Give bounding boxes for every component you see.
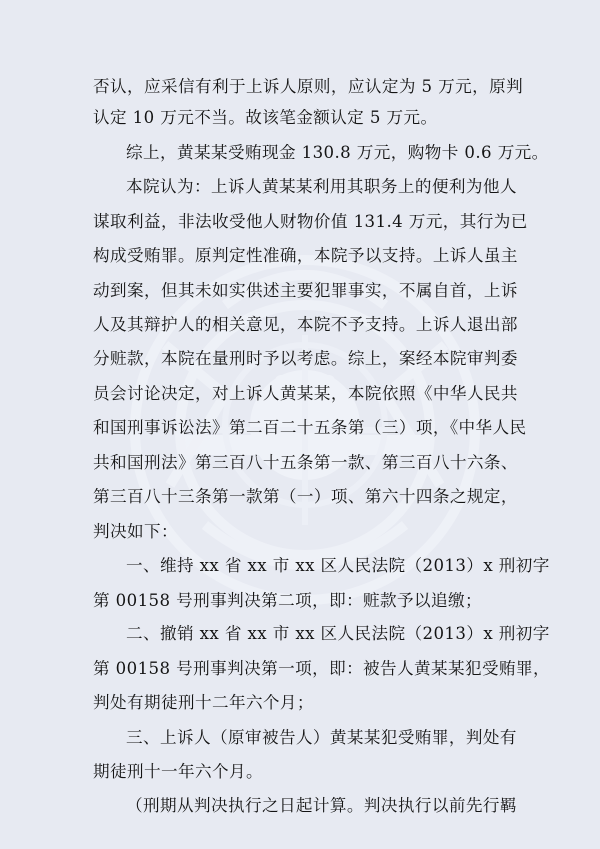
text-line: 和国刑事诉讼法》第二百二十五条第（三）项，《中华人民 (93, 418, 527, 437)
text-line: 二、撤销 xx 省 xx 市 xx 区人民法院（2013）x 刑初字 (126, 624, 550, 643)
text-line: 人及其辩护人的相关意见，本院不予支持。上诉人退出部 (93, 315, 518, 334)
text-line: 认定 10 万元不当。故该笔金额认定 5 万元。 (93, 108, 438, 127)
text-line: 共和国刑法》第三百八十五条第一款、第三百八十六条、 (93, 453, 518, 472)
text-line: 判决如下： (93, 522, 178, 541)
text-line: 一、维持 xx 省 xx 市 xx 区人民法院（2013）x 刑初字 (126, 556, 550, 575)
text-line: 第 00158 号刑事判决第一项，即：被告人黄某某犯受贿罪， (93, 659, 550, 678)
text-line: 期徒刑十一年六个月。 (93, 762, 263, 781)
text-line: 判处有期徒刑十二年六个月； (93, 693, 314, 712)
text-line: 分赃款，本院在量刑时予以考虑。综上，案经本院审判委 (93, 349, 518, 368)
text-line: （刑期从判决执行之日起计算。判决执行以前先行羁 (126, 796, 517, 815)
text-line: 动到案，但其未如实供述主要犯罪事实，不属自首，上诉 (93, 281, 518, 300)
text-line: 本院认为：上诉人黄某某利用其职务上的便利为他人 (126, 177, 517, 196)
text-line: 三、上诉人（原审被告人）黄某某犯受贿罪，判处有 (126, 728, 517, 747)
text-line: 构成受贿罪。原判定性准确，本院予以支持。上诉人虽主 (93, 246, 518, 265)
text-line: 谋取利益，非法收受他人财物价值 131.4 万元，其行为已 (93, 212, 528, 231)
text-line: 否认，应采信有利于上诉人原则，应认定为 5 万元，原判 (93, 77, 524, 96)
text-line: 员会讨论决定，对上诉人黄某某，本院依照《中华人民共 (93, 384, 518, 403)
text-line: 综上，黄某某受贿现金 130.8 万元，购物卡 0.6 万元。 (126, 143, 549, 162)
text-line: 第 00158 号刑事判决第二项，即：赃款予以追缴； (93, 591, 483, 610)
text-line: 第三百八十三条第一款第（一）项、第六十四条之规定， (93, 487, 518, 506)
